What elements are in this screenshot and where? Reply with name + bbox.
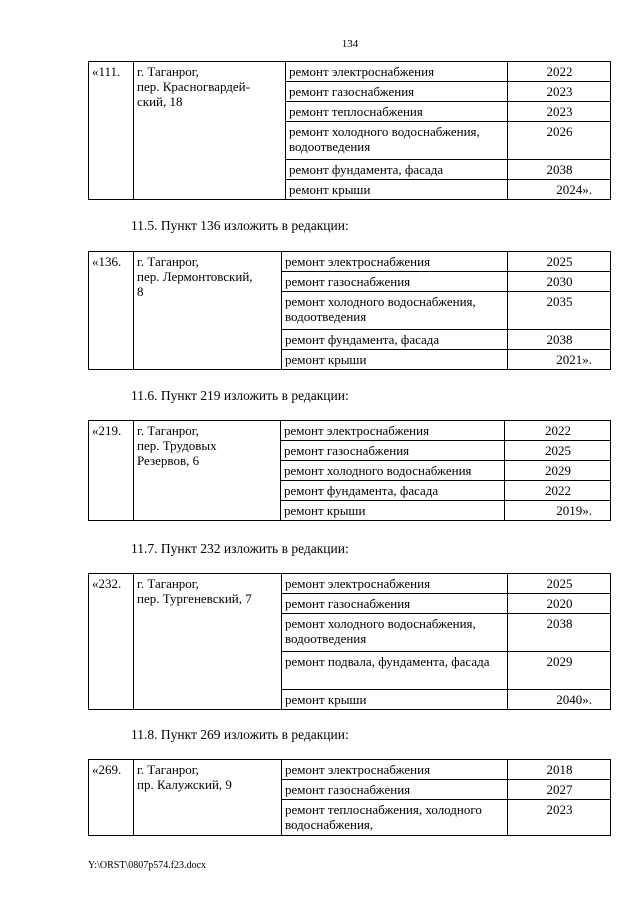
work-year: 2022 xyxy=(508,62,611,82)
work-year: 2024». xyxy=(508,180,611,200)
work-type: ремонт газоснабжения xyxy=(286,82,508,102)
paragraph-11-8: 11.8. Пункт 269 изложить в редакции: xyxy=(131,727,349,742)
item-address: г. Таганрог, пер. Лермонтовский, 8 xyxy=(134,252,282,370)
item-address: г. Таганрог, пер. Тургеневский, 7 xyxy=(134,574,282,710)
work-year: 2040». xyxy=(508,690,611,710)
work-type: ремонт крыши xyxy=(282,350,508,370)
work-year: 2021». xyxy=(508,350,611,370)
work-type: ремонт холодного водоснабжения, водоотведения xyxy=(286,122,508,160)
item-table-232 xyxy=(88,573,611,710)
item-number: «111. xyxy=(89,62,134,200)
item-number: «232. xyxy=(89,574,134,710)
work-type: ремонт электроснабжения xyxy=(281,421,505,441)
work-type: ремонт подвала, фундамента, фасада xyxy=(282,652,508,690)
item-address: г. Таганрог, пер. Красногвардей- ский, 18 xyxy=(134,62,286,200)
work-year: 2038 xyxy=(508,330,611,350)
work-year: 2035 xyxy=(508,292,611,330)
work-year: 2030 xyxy=(508,272,611,292)
work-year: 2020 xyxy=(508,594,611,614)
work-year: 2022 xyxy=(505,421,611,441)
work-year: 2025 xyxy=(505,441,611,461)
work-type: ремонт электроснабжения xyxy=(286,62,508,82)
work-type: ремонт холодного водоснабжения, водоотведения xyxy=(282,292,508,330)
work-type: ремонт фундамента, фасада xyxy=(282,330,508,350)
work-type: ремонт холодного водоснабжения xyxy=(281,461,505,481)
work-year: 2027 xyxy=(508,780,611,800)
work-type: ремонт газоснабжения xyxy=(281,441,505,461)
work-type: ремонт электроснабжения xyxy=(282,252,508,272)
work-year: 2038 xyxy=(508,614,611,652)
work-year: 2023 xyxy=(508,82,611,102)
item-address: г. Таганрог, пр. Калужский, 9 xyxy=(134,760,282,836)
paragraph-11-5: 11.5. Пункт 136 изложить в редакции: xyxy=(131,218,349,233)
work-type: ремонт теплоснабжения xyxy=(286,102,508,122)
item-number: «219. xyxy=(89,421,134,521)
work-year: 2022 xyxy=(505,481,611,501)
work-type: ремонт крыши xyxy=(286,180,508,200)
item-table-219 xyxy=(88,420,611,521)
work-type: ремонт электроснабжения xyxy=(282,760,508,780)
work-type: ремонт фундамента, фасада xyxy=(286,160,508,180)
item-number: «136. xyxy=(89,252,134,370)
work-type: ремонт холодного водоснабжения, водоотведения xyxy=(282,614,508,652)
work-year: 2025 xyxy=(508,252,611,272)
work-type: ремонт крыши xyxy=(282,690,508,710)
item-table-269 xyxy=(88,759,611,836)
item-table-136 xyxy=(88,251,611,370)
paragraph-11-7: 11.7. Пункт 232 изложить в редакции: xyxy=(131,541,349,556)
work-year: 2026 xyxy=(508,122,611,160)
work-type: ремонт газоснабжения xyxy=(282,780,508,800)
work-type: ремонт газоснабжения xyxy=(282,272,508,292)
work-type: ремонт газоснабжения xyxy=(282,594,508,614)
work-year: 2019». xyxy=(505,501,611,521)
work-type: ремонт крыши xyxy=(281,501,505,521)
file-path-footer: Y:\ORST\0807p574.f23.docx xyxy=(88,860,206,871)
work-year: 2025 xyxy=(508,574,611,594)
paragraph-11-6: 11.6. Пункт 219 изложить в редакции: xyxy=(131,388,349,403)
work-year: 2023 xyxy=(508,800,611,836)
work-type: ремонт теплоснабжения, холодного водоснабжения, xyxy=(282,800,508,836)
work-year: 2018 xyxy=(508,760,611,780)
work-type: ремонт фундамента, фасада xyxy=(281,481,505,501)
work-year: 2029 xyxy=(505,461,611,481)
page-number: 134 xyxy=(341,38,359,50)
item-number: «269. xyxy=(89,760,134,836)
work-year: 2038 xyxy=(508,160,611,180)
work-type: ремонт электроснабжения xyxy=(282,574,508,594)
item-table-111 xyxy=(88,61,611,200)
work-year: 2029 xyxy=(508,652,611,690)
item-address: г. Таганрог, пер. Трудовых Резервов, 6 xyxy=(134,421,281,521)
work-year: 2023 xyxy=(508,102,611,122)
